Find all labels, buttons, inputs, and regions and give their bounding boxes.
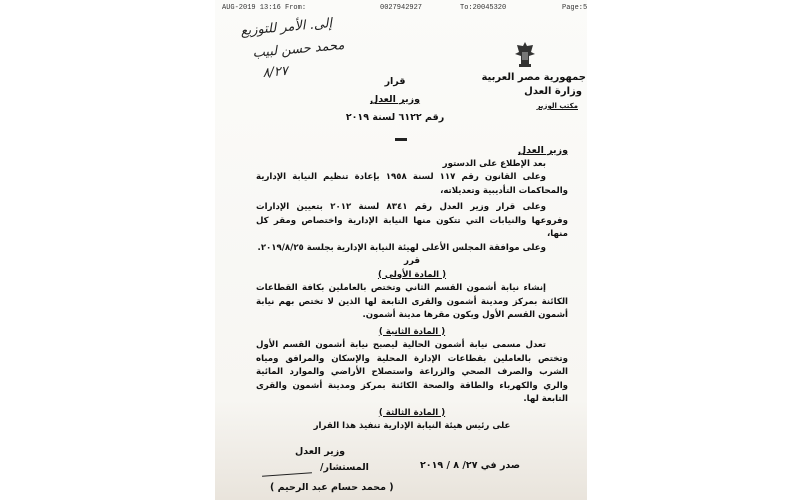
article-1-text: إنشاء نيابة أشمون القسم الثاني وتختص بالعاملين بكافة القطاعات الكائنة بمركز ومدينة أشمون والقرى التابعة لها الذين لا تختص بهم نيابة أشمون القسم الأول ويكون مقرها مدينة أشمون.	[256, 283, 568, 320]
handwritten-note-date: ٨/٢٧	[262, 63, 289, 81]
article-2-text: تعدل مسمى نيابة أشمون الحالية ليصبح نيابة أشمون القسم الأول وتختص بالعاملين بقطاعات الإدارة المحلية والإسكان والمرافق ومياه الشرب والصرف الصحي والزراعة واستصلاح الأراضي والموارد المائية والري والكهرباء والطاقة والصحة الكائنة بمركز ومدينة أشمون والقرى التابعة لها.	[256, 340, 568, 404]
letterhead-office: مكتب الوزير	[536, 102, 578, 110]
article-2-title: ( المادة الثانية )	[378, 326, 446, 337]
fax-page: Page:5	[562, 4, 588, 12]
fax-from-number: 0027942927	[380, 4, 423, 12]
handwritten-note-line1: إلى. الأمر للتوزيع	[240, 16, 333, 39]
document-body	[256, 144, 568, 434]
signature-name: ( محمد حسام عبد الرحيم )	[270, 482, 394, 493]
decision-issuer: وزير العدل	[369, 94, 421, 105]
paragraph-law: وعلى القانون رقم ١١٧ لسنة ١٩٥٨ بإعادة تنظيم النيابة الإدارية والمحاكمات التأديبية وتعديلاته،	[256, 172, 568, 196]
eagle-emblem-icon	[513, 40, 537, 68]
decision-number: رقم ٦١٢٢ لسنة ٢٠١٩	[345, 112, 445, 123]
fax-datetime: AUG-2019 13:16 From:	[222, 4, 307, 12]
issue-date: صدر في ٢٧/ ٨ / ٢٠١٩	[420, 460, 521, 471]
signature-minister-title: وزير العدل	[295, 446, 346, 457]
paragraph-approval: وعلى موافقة المجلس الأعلى لهيئة النيابة الإدارية بجلسة ٢٠١٩/٨/٢٥.	[257, 242, 546, 253]
preamble: بعد الإطلاع على الدستور	[442, 158, 546, 169]
divider	[395, 138, 407, 141]
letterhead-country: جمهورية مصر العربية	[481, 72, 586, 83]
letterhead-ministry: وزارة العدل	[524, 86, 582, 97]
paragraph-decree: وعلى قرار وزير العدل رقم ٨٣٤١ لسنة ٢٠١٢ بتعيين الإدارات وفروعها والنيابات التي تتكون منها النيابة الإدارية واختصاص ومقر كل منها،	[256, 202, 568, 239]
addressee: وزير العدل	[517, 145, 568, 156]
article-3-title: ( المادة الثالثة )	[378, 407, 446, 418]
article-1-title: ( المادة الأولى )	[377, 269, 447, 280]
decision-title: قرار	[384, 76, 406, 87]
fax-to: To:20045320	[460, 4, 507, 12]
handwritten-note-line2: محمد حسن لبيب	[252, 37, 346, 61]
signature-counselor: المستشار/	[320, 462, 369, 473]
decided-heading: قرر	[404, 256, 420, 266]
article-3-text: على رئيس هيئة النيابة الإدارية تنفيذ هذا القرار	[313, 421, 511, 431]
